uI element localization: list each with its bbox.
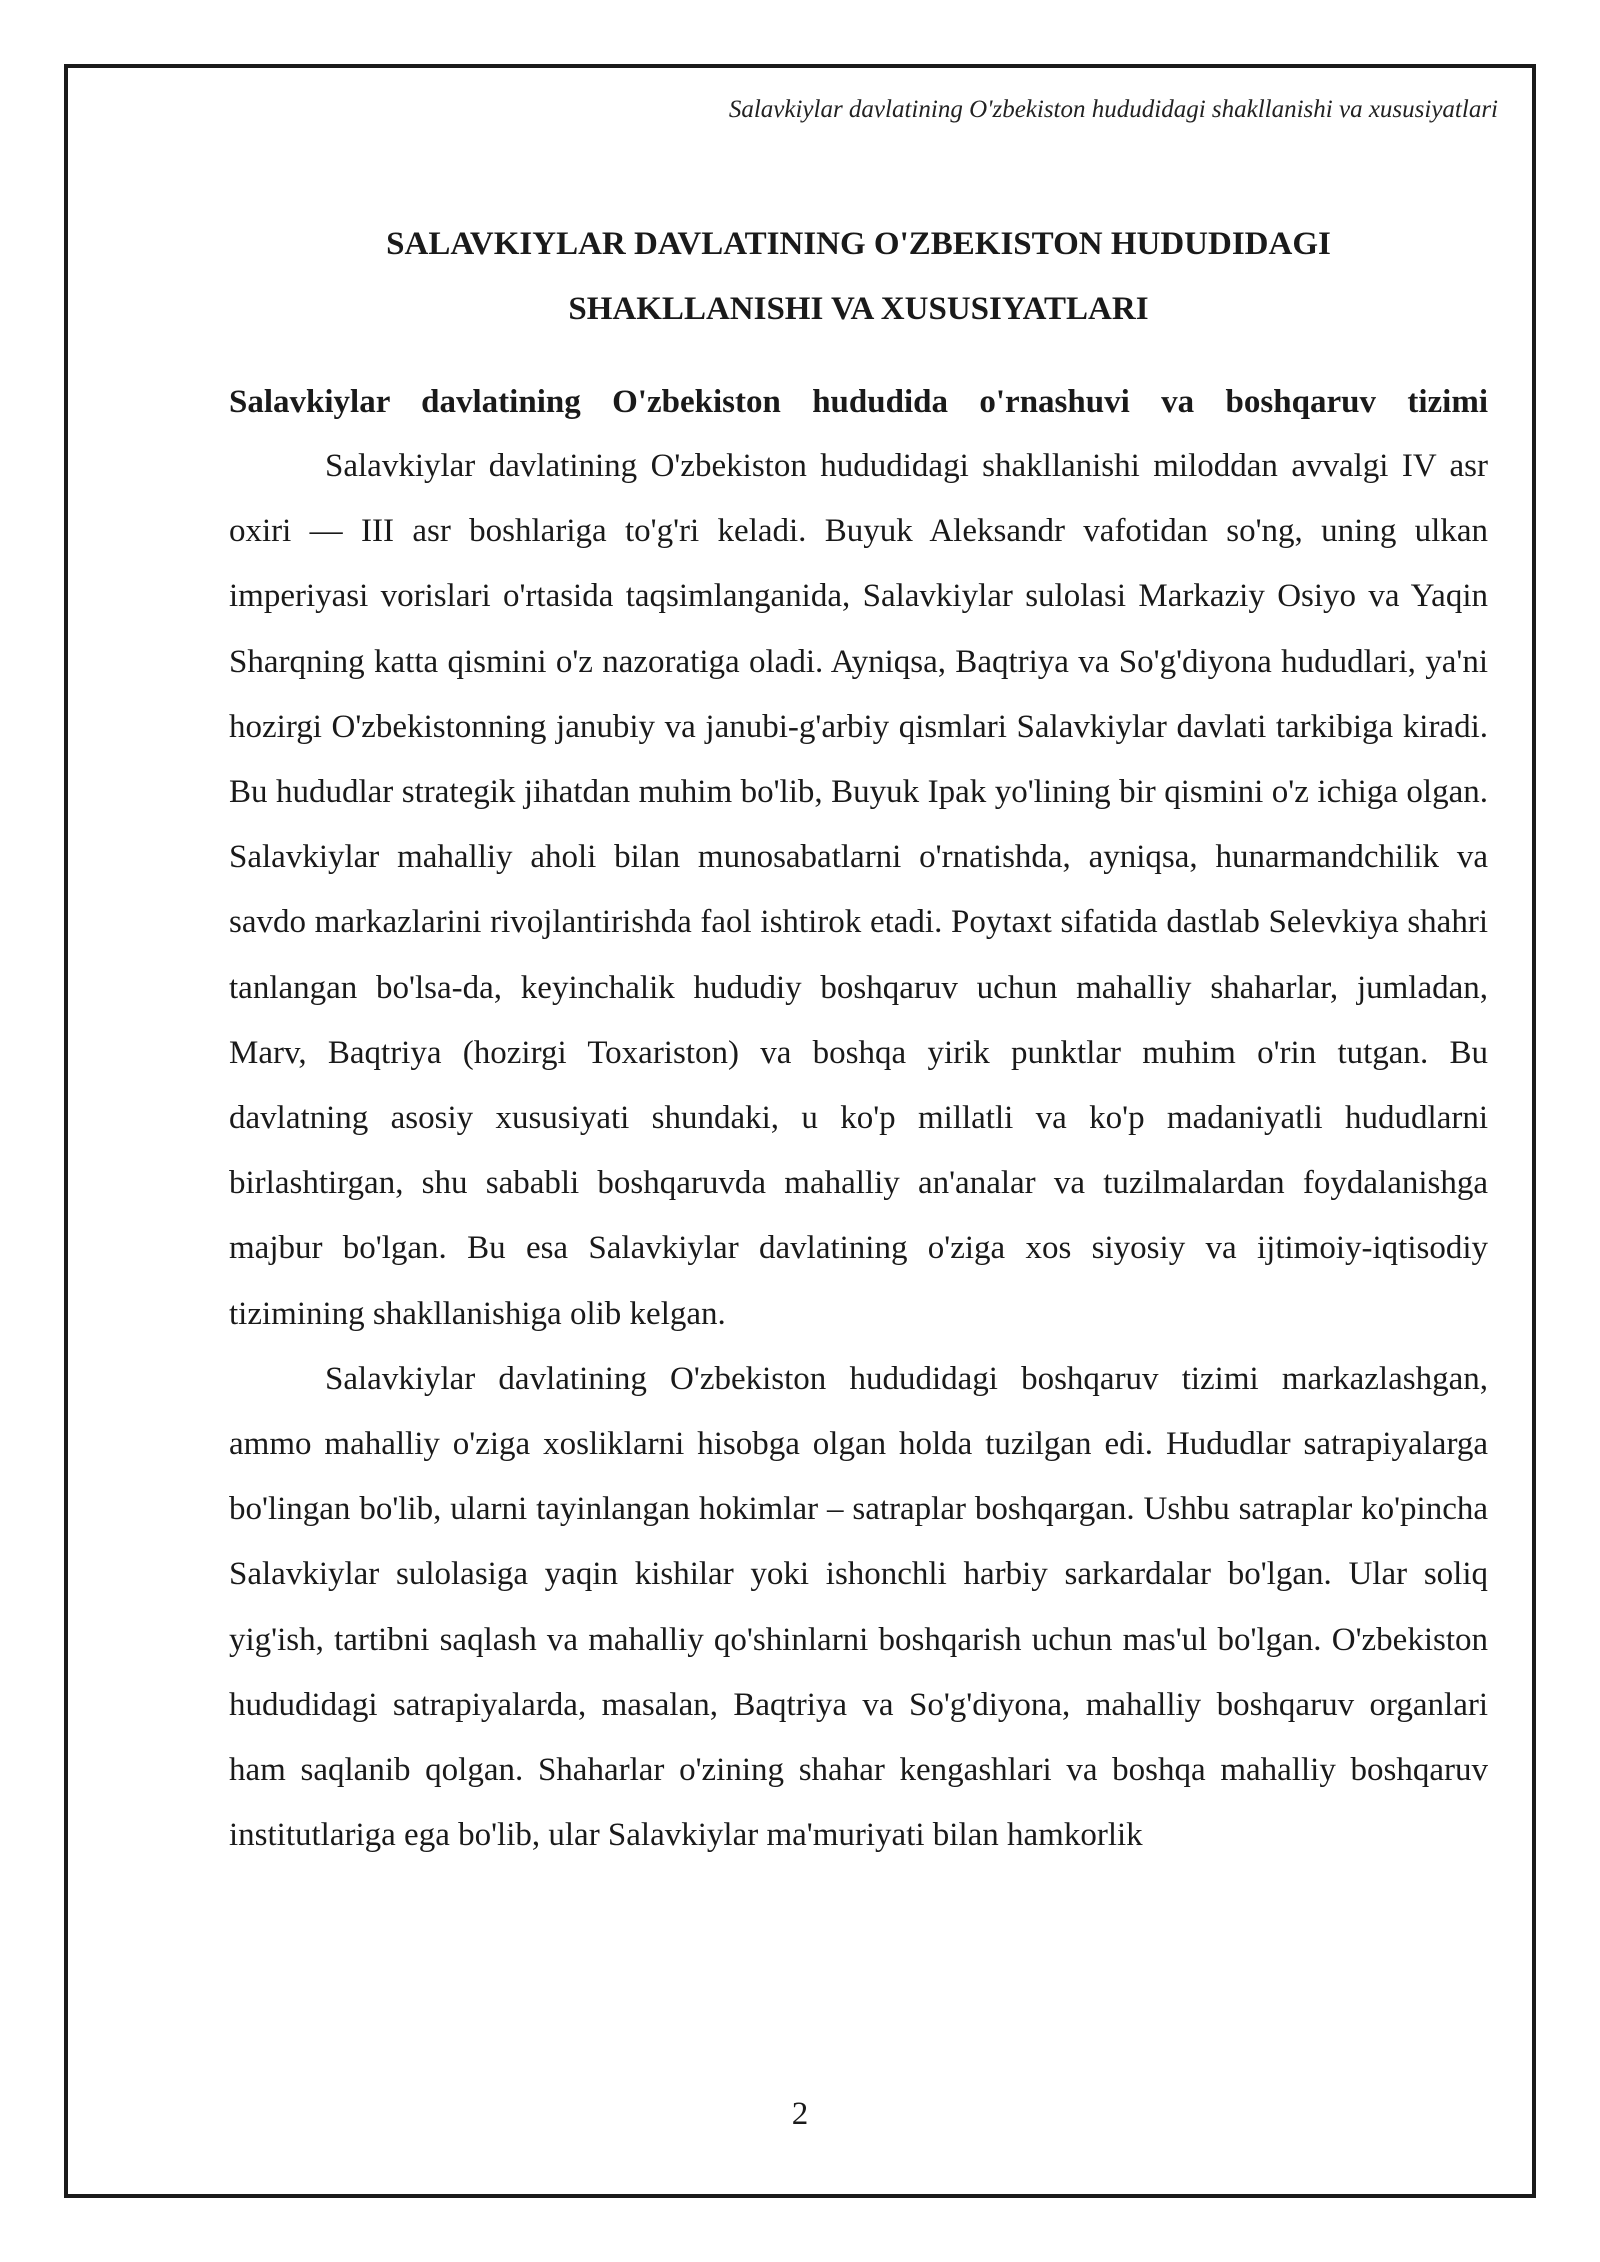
- paragraph-2: Salavkiylar davlatining O'zbekiston hududidagi boshqaruv tizimi markazlashgan, ammo mahalliy o'ziga xosliklarni hisobga olgan holda tuzilgan edi. Hududlar satrapiyalarga bo'lingan bo'lib, ularni tayinlangan hokimlar – satraplar boshqargan. Ushbu satraplar ko'pincha Salavkiylar sulolasiga yaqin kishilar yoki ishonchli harbiy sarkardalar bo'lgan. Ular soliq yig'ish, tartibni saqlash va mahalliy qo'shinlarni boshqarish uchun mas'ul bo'lgan. O'zbekiston hududidagi satrapiyalarda, masalan, Baqtriya va So'g'diyona, mahalliy boshqaruv organlari ham saqlanib qolgan. Shaharlar o'zining shahar kengashlari va boshqa mahalliy boshqaruv institutlariga ega bo'lib, ular Salavkiylar ma'muriyati bilan hamkorlik: [229, 1360, 1488, 1854]
- page-number: 2: [791, 2096, 809, 2132]
- running-header: Salavkiylar davlatining O'zbekiston hududidagi shakllanishi va xususiyatlari: [728, 96, 1498, 123]
- document-title: [229, 212, 1488, 342]
- document-body: [229, 212, 1488, 1868]
- section-heading: Salavkiylar davlatining O'zbekiston hududida o'rnashuvi va boshqaruv tizimi: [229, 384, 1488, 420]
- paragraph-1: Salavkiylar davlatining O'zbekiston hududidagi shakllanishi miloddan avvalgi IV asr oxiri — III asr boshlariga to'g'ri keladi. Buyuk Aleksandr vafotidan so'ng, uning ulkan imperiyasi vorislari o'rtasida taqsimlanganida, Salavkiylar sulolasi Markaziy Osiyo va Yaqin Sharqning katta qismini o'z nazoratiga oladi. Ayniqsa, Baqtriya va So'g'diyona hududlari, ya'ni hozirgi O'zbekistonning janubiy va janubi-g'arbiy qismlari Salavkiylar davlati tarkibiga kiradi. Bu hududlar strategik jihatdan muhim bo'lib, Buyuk Ipak yo'lining bir qismini o'z ichiga olgan. Salavkiylar mahalliy aholi bilan munosabatlarni o'rnatishda, ayniqsa, hunarmandchilik va savdo markazlarini rivojlantirishda faol ishtirok etadi. Poytaxt sifatida dastlab Selevkiya shahri tanlangan bo'lsa-da, keyinchalik hududiy boshqaruv uchun mahalliy shaharlar, jumladan, Marv, Baqtriya (hozirgi Toxariston) va boshqa yirik punktlar muhim o'rin tutgan. Bu davlatning asosiy xususiyati shundaki, u ko'p millatli va ko'p madaniyatli hududlarni birlashtirgan, shu sababli boshqaruvda mahalliy an'analar va tuzilmalardan foydalanishga majbur bo'lgan. Bu esa Salavkiylar davlatining o'ziga xos siyosiy va ijtimoiy-iqtisodiy tizimining shakllanishiga olib kelgan.: [229, 448, 1488, 1332]
- title-line-1: SALAVKIYLAR DAVLATINING O'ZBEKISTON HUDUDIDAGI: [386, 226, 1331, 262]
- title-line-2: SHAKLLANISHI VA XUSUSIYATLARI: [568, 291, 1149, 327]
